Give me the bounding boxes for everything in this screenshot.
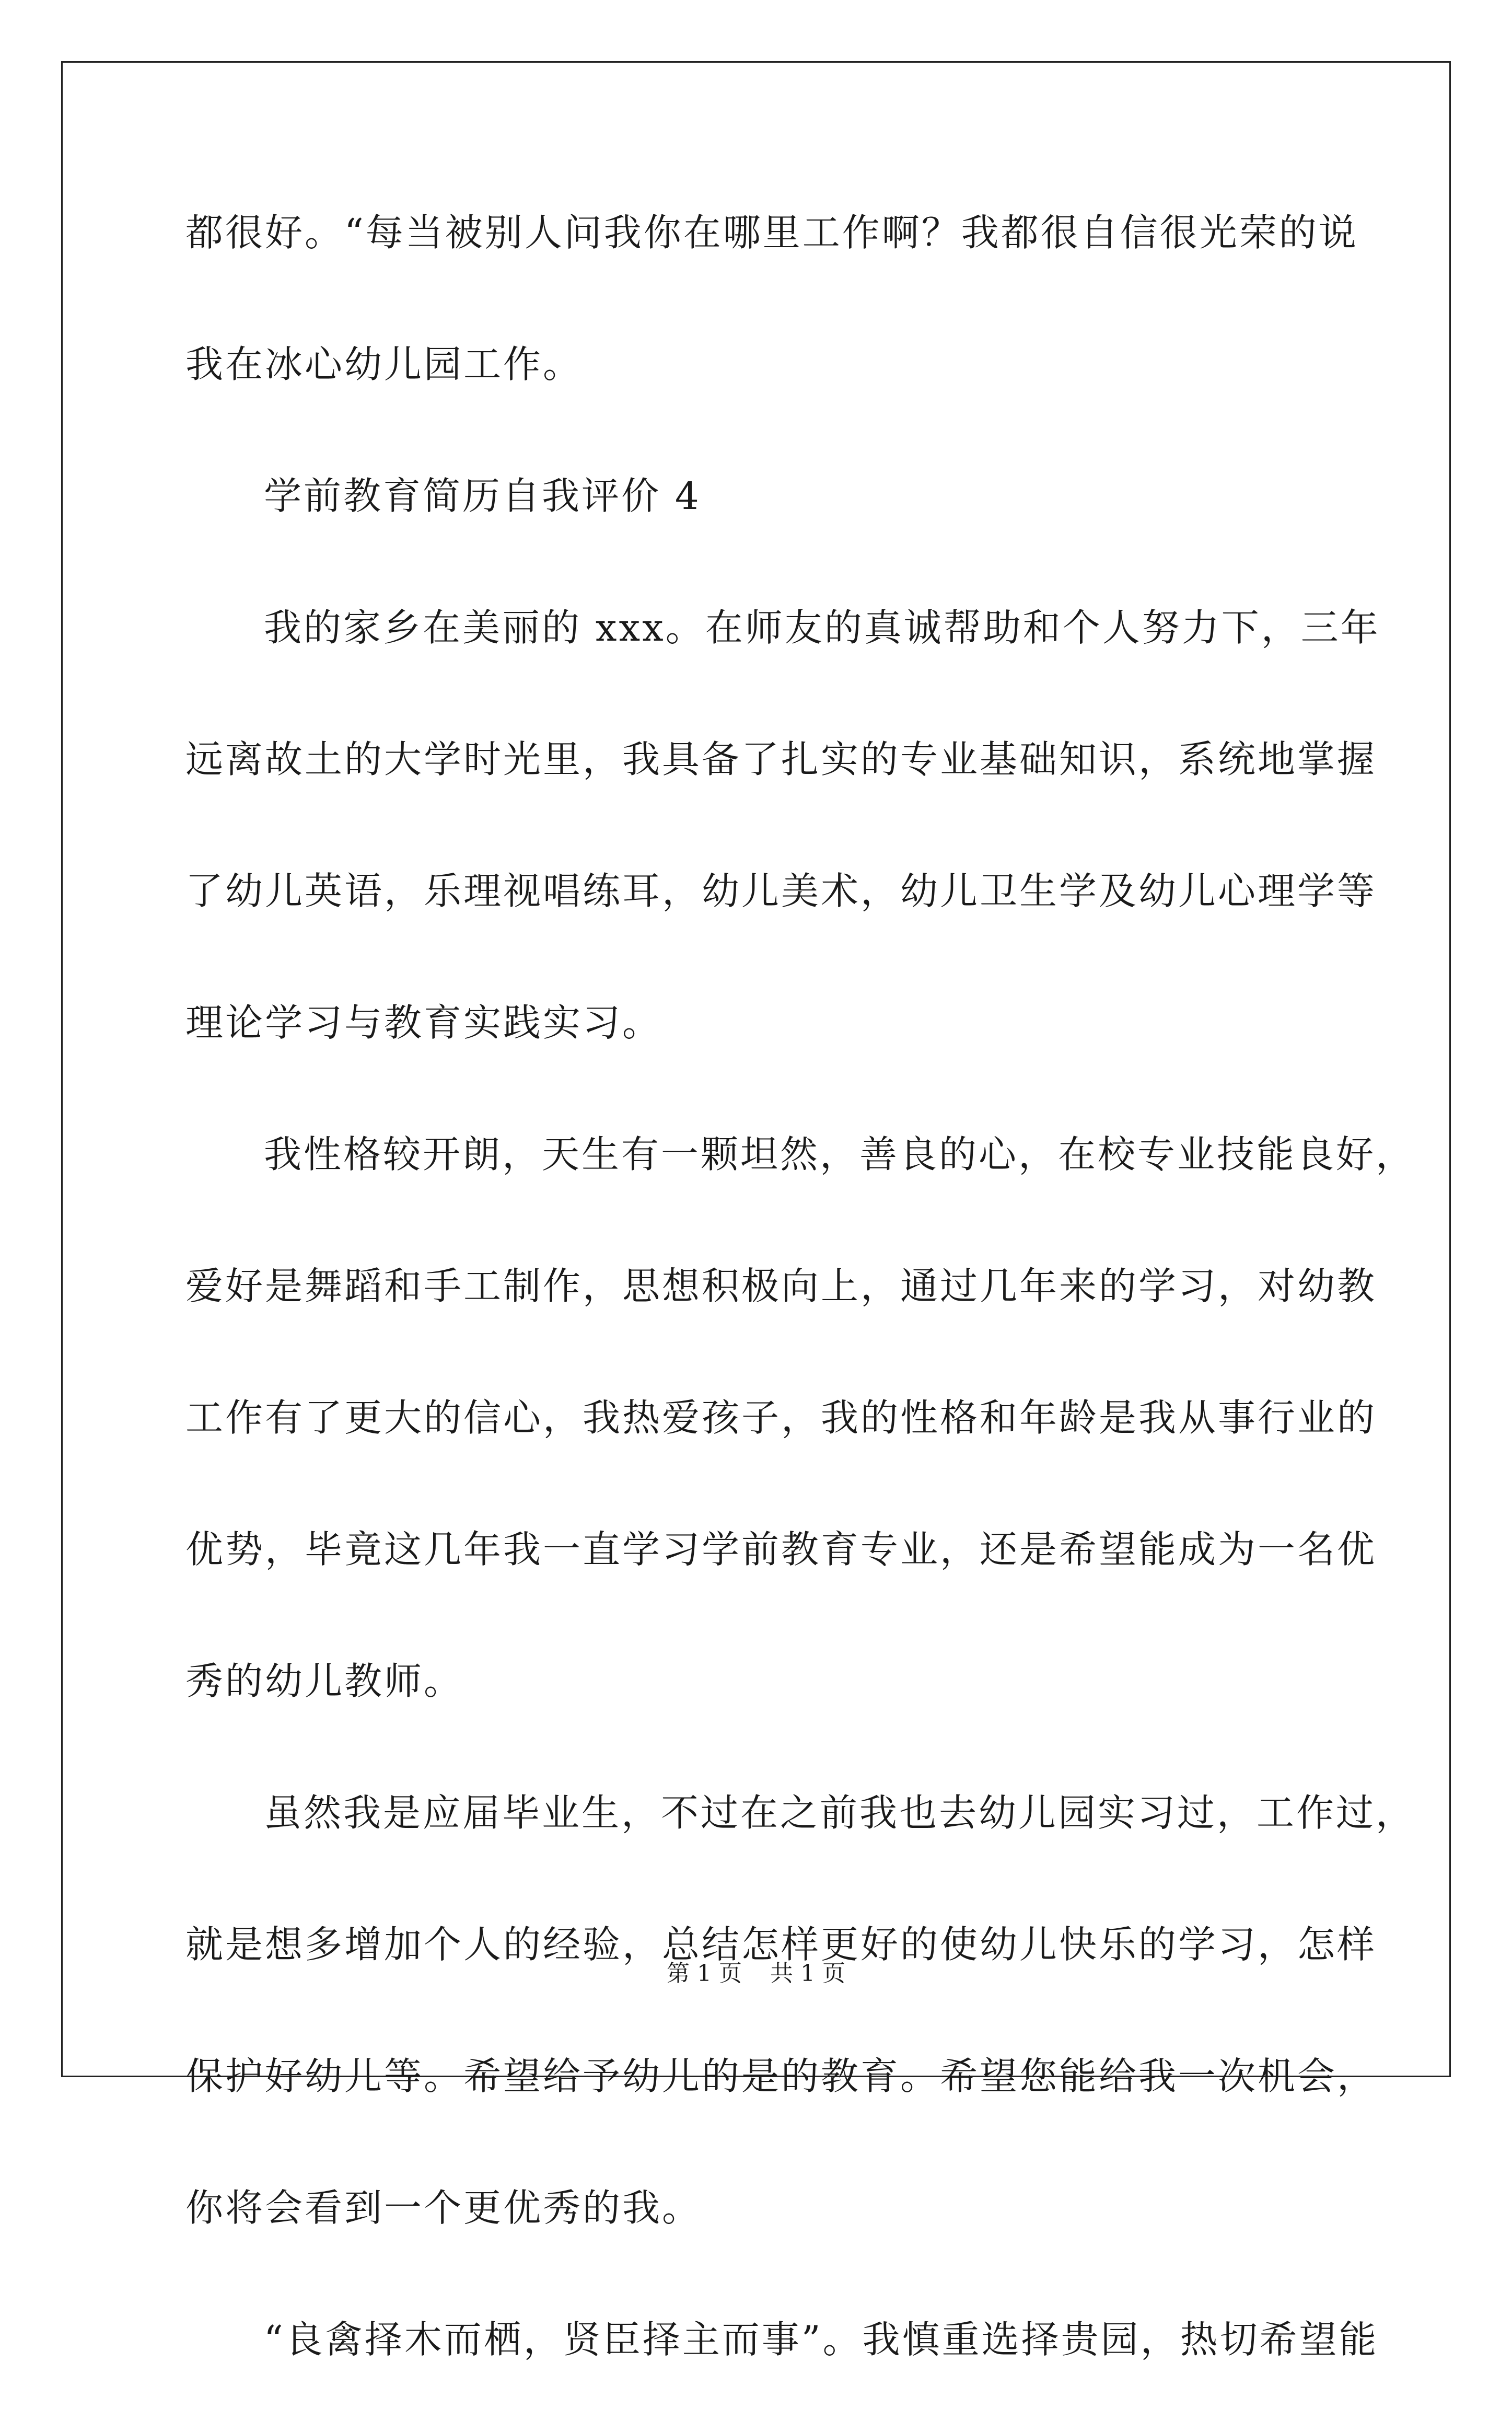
text-line: 虽然我是应届毕业生，不过在之前我也去幼儿园实习过，工作过， bbox=[264, 1791, 1416, 1835]
text-line: 我的家乡在美丽的 xxx。在师友的真诚帮助和个人努力下，三年 bbox=[264, 606, 1380, 650]
text-line: 爱好是舞蹈和手工制作，思想积极向上，通过几年来的学习，对幼教 bbox=[185, 1264, 1377, 1308]
page-footer bbox=[0, 1954, 1512, 1988]
text-line: 就是想多增加个人的经验，总结怎样更好的使幼儿快乐的学习，怎样 bbox=[185, 1923, 1377, 1966]
text-line: 我性格较开朗，天生有一颗坦然，善良的心，在校专业技能良好， bbox=[264, 1132, 1416, 1176]
text-line: 工作有了更大的信心，我热爱孩子，我的性格和年龄是我从事行业的 bbox=[185, 1396, 1377, 1440]
text-line: 了幼儿英语，乐理视唱练耳，幼儿美术，幼儿卫生学及幼儿心理学等 bbox=[185, 869, 1377, 913]
text-line: 秀的幼儿教师。 bbox=[185, 1659, 464, 1703]
text-line: 理论学习与教育实践实习。 bbox=[185, 1001, 662, 1045]
page-number-total: 共 1 页 bbox=[770, 1960, 845, 1987]
text-line: 你将会看到一个更优秀的我。 bbox=[185, 2186, 702, 2230]
text-line: 保护好幼儿等。希望给予幼儿的是的教育。希望您能给我一次机会， bbox=[185, 2054, 1377, 2098]
text-line: 远离故土的大学时光里，我具备了扎实的专业基础知识，系统地掌握 bbox=[185, 737, 1377, 781]
text-line: 优势，毕竟这几年我一直学习学前教育专业，还是希望能成为一名优 bbox=[185, 1527, 1377, 1571]
text-line: “良禽择木而栖，贤臣择主而事”。我慎重选择贵园，热切希望能 bbox=[264, 2318, 1379, 2361]
text-line: 我在冰心幼儿园工作。 bbox=[185, 342, 583, 386]
text-line: 学前教育简历自我评价 4 bbox=[264, 474, 701, 518]
document-body bbox=[185, 193, 1416, 2432]
page-number-current: 第 1 页 bbox=[667, 1960, 742, 1987]
text-line: 都很好。“每当被别人问我你在哪里工作啊？我都很自信很光荣的说 bbox=[185, 211, 1358, 254]
